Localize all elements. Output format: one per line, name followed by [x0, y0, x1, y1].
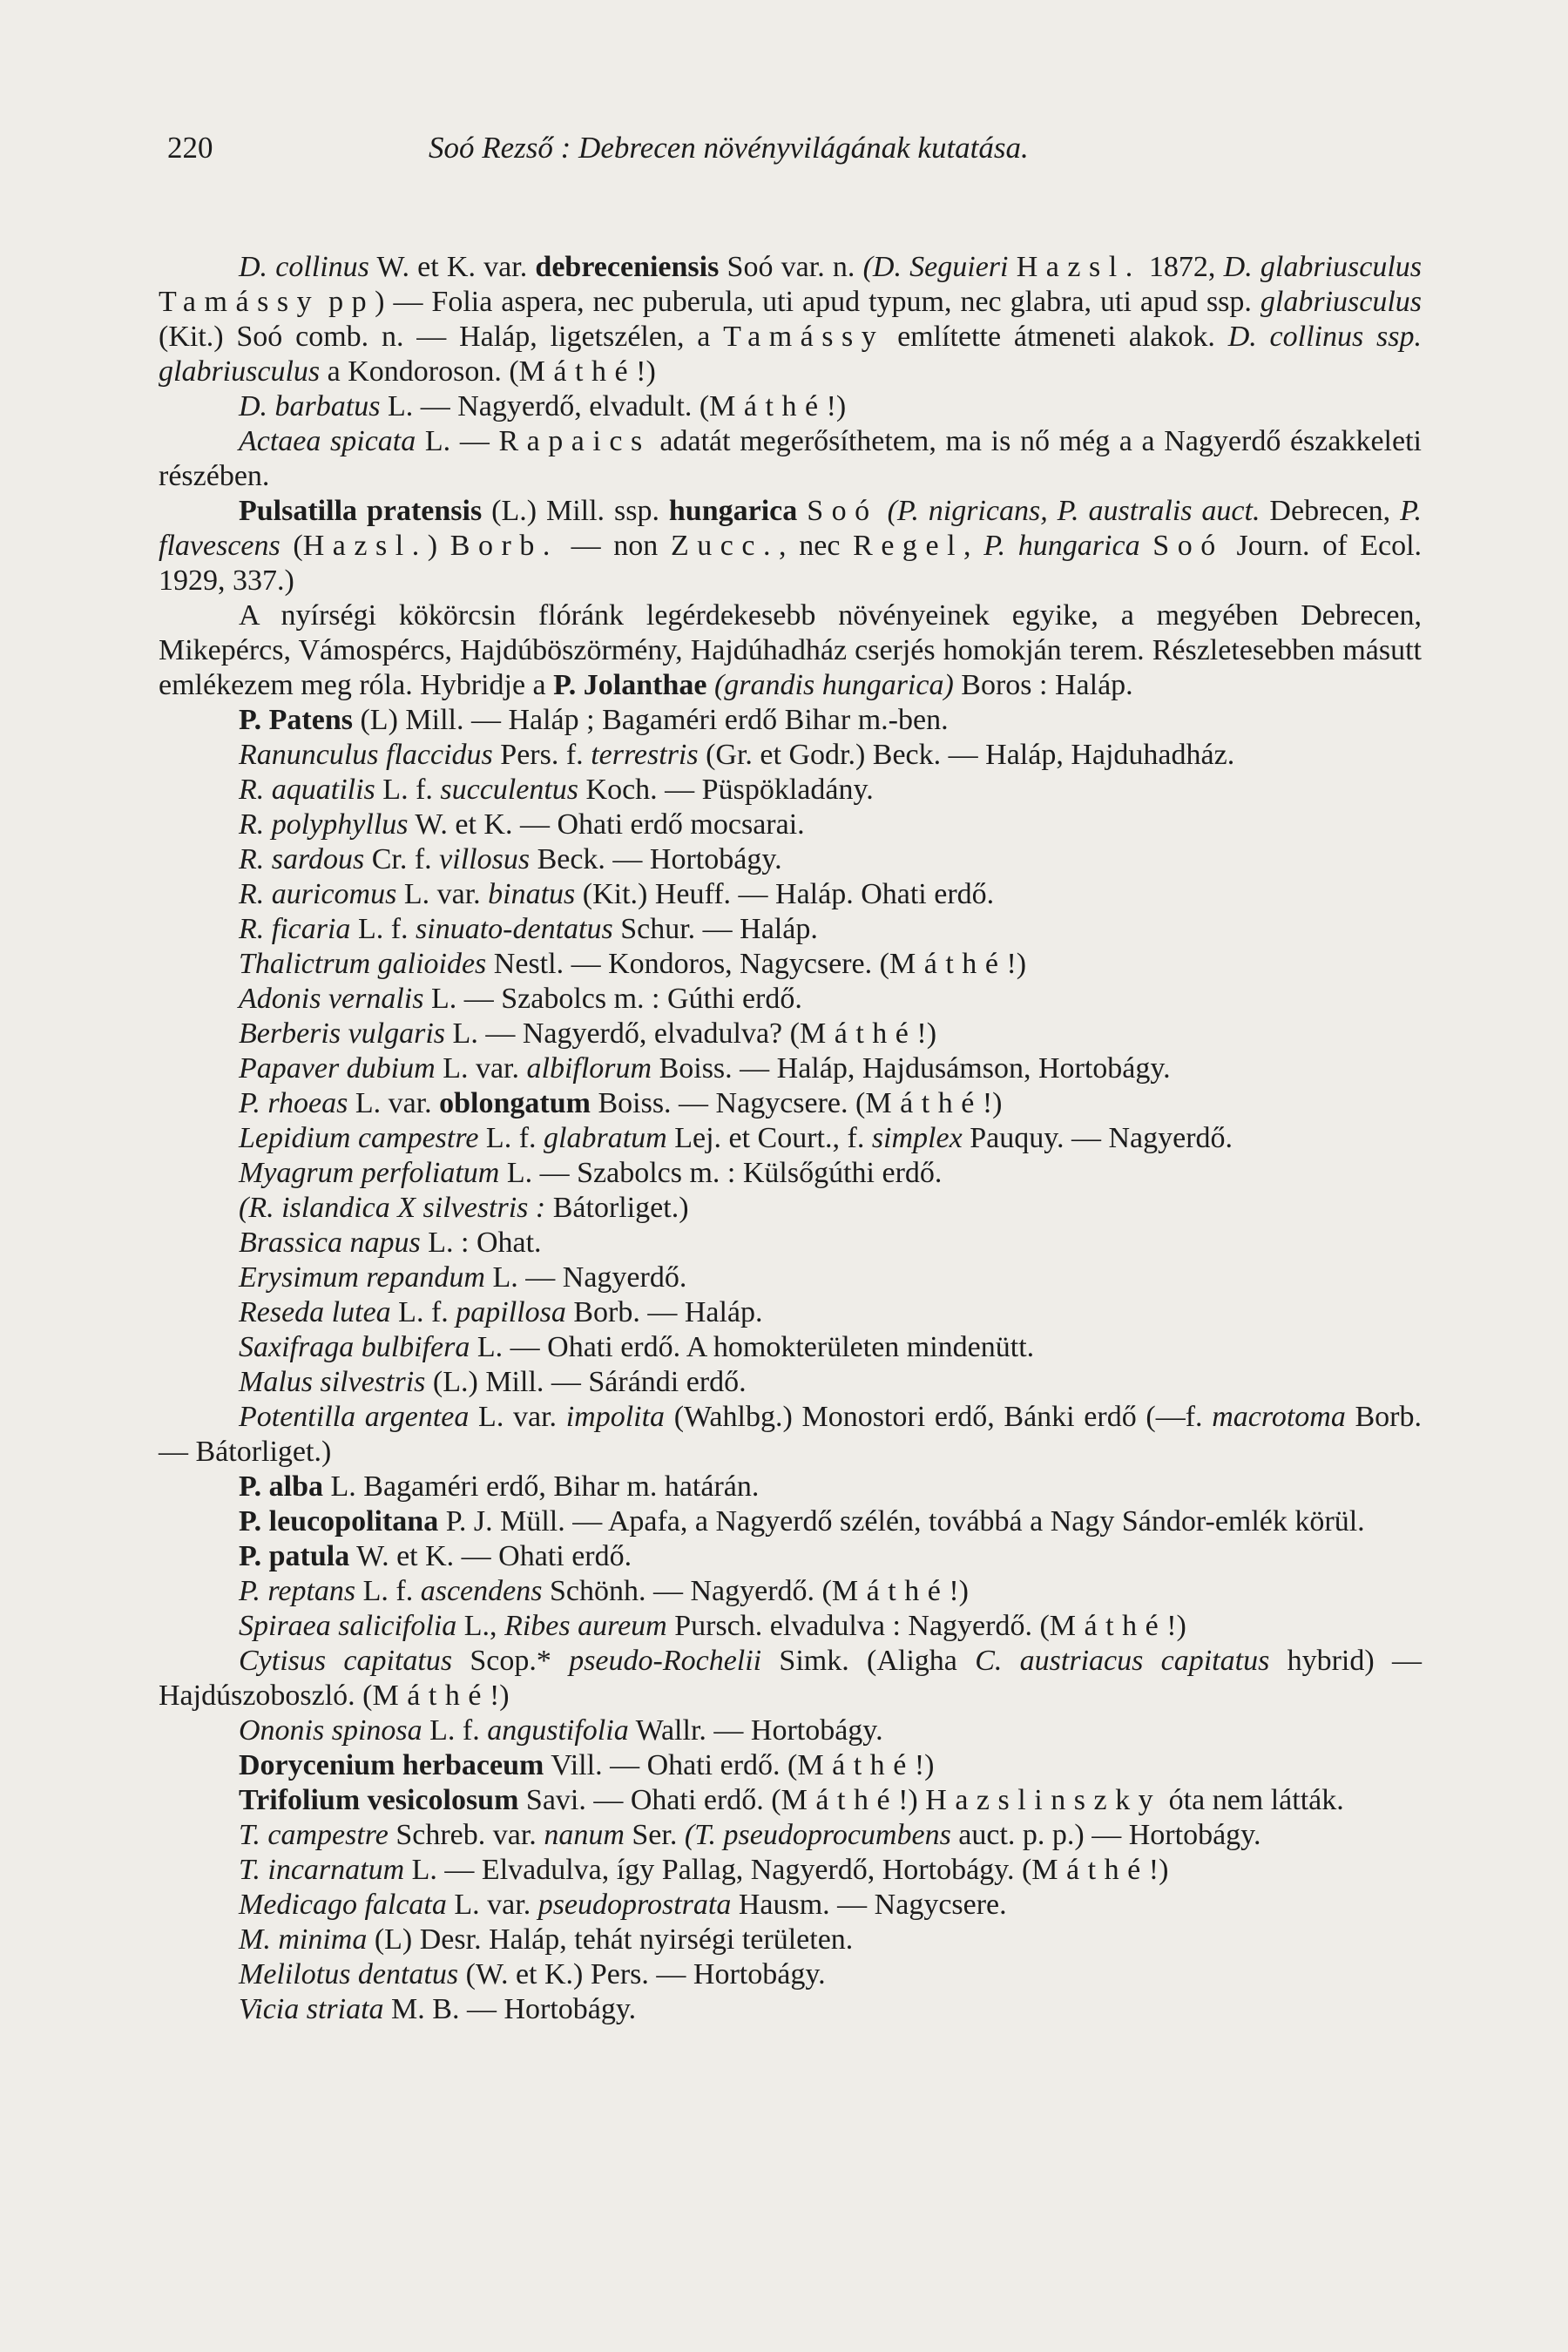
text-run: Simk. (Aligha [761, 1645, 976, 1677]
text-run: Soó var. n. [719, 251, 863, 283]
text-run: Beck. — Hortobágy. [530, 843, 782, 875]
text-run: Ser. [624, 1819, 685, 1851]
text-run: L. f. [422, 1714, 488, 1747]
text-run: L. var. [469, 1401, 566, 1433]
text-run: a Kondoroson. ( [320, 355, 519, 388]
text-run: Boiss. — Haláp, Hajdusámson, Hortobágy. [652, 1052, 1171, 1085]
author-spaced: Máthé [1049, 1610, 1167, 1642]
text-run: !) [1166, 1610, 1186, 1642]
taxon-bold: Pulsatilla pratensis [239, 495, 483, 527]
text-run: (L.) Mill. ssp. [482, 495, 669, 527]
text-run: L. — Nagyerdő, elvadult. ( [380, 390, 710, 422]
taxon-bold: oblongatum [439, 1087, 591, 1119]
entry [159, 1156, 1422, 1191]
taxon-italic: Ononis spinosa [239, 1714, 422, 1747]
text-run: Hausm. — Nagycsere. [731, 1889, 1007, 1921]
text-run: (L) Desr. Haláp, tehát nyirségi területen. [367, 1923, 854, 1956]
taxon-italic: angustifolia [487, 1714, 629, 1747]
text-run: L. f. [478, 1122, 544, 1154]
taxon-italic: Actaea spicata [239, 425, 416, 457]
taxon-italic: Papaver dubium [239, 1052, 436, 1085]
text-run: P. J. Müll. — Apafa, a Nagyerdő szélén, továbbá a Nagy Sándor-emlék körül. [438, 1505, 1365, 1538]
entry [159, 1400, 1422, 1470]
text-run: , [963, 530, 984, 562]
text-run: L. var. [348, 1087, 440, 1119]
taxon-bold: Dorycenium herbaceum [239, 1749, 544, 1781]
entry [159, 1365, 1422, 1400]
text-run: Borb. — Haláp. [565, 1296, 763, 1328]
taxon-italic: R. auricomus [239, 878, 397, 910]
author-spaced: Máthé [372, 1680, 490, 1712]
text-run: W. et K. — Ohati erdő. [349, 1540, 632, 1572]
entry [159, 982, 1422, 1017]
taxon-bold: P. Patens [239, 704, 353, 736]
text-run [797, 495, 807, 527]
entry [159, 1295, 1422, 1330]
taxon-bold: P. leucopolitana [239, 1505, 439, 1538]
taxon-italic: simplex [871, 1122, 963, 1154]
taxon-italic: Malus silvestris [239, 1366, 426, 1398]
taxon-italic: R. aquatilis [239, 774, 375, 806]
page-header [167, 131, 1413, 174]
taxon-italic: R. ficaria [239, 913, 351, 945]
entry [159, 1992, 1422, 2027]
text-run: Cr. f. [364, 843, 440, 875]
taxon-italic: Brassica napus [239, 1227, 421, 1259]
text-run: !) [914, 1749, 935, 1781]
entry [159, 598, 1422, 703]
text-run: Pursch. elvadulva : Nagyerdő. ( [666, 1610, 1050, 1642]
text-run: ) — Folia aspera, nec puberula, uti apud typum, nec glabra, uti apud ssp. [375, 286, 1260, 318]
text-run: A nyírségi kökörcsin flóránk legérdekesebb növényeinek egyike, a megyében Debrecen, Mikepércs, Vámospércs, Hajdúböszörmény, Hajdúhadház cserjés homokján terem. Részletesebben másutt emlékezem meg róla. Hybridje a [159, 599, 1422, 701]
text-run: L. — Szabolcs m. : Gúthi erdő. [423, 983, 802, 1015]
text-run: Boiss. — Nagycsere. ( [590, 1087, 866, 1119]
taxon-italic: D. collinus [239, 251, 369, 283]
taxon-italic: papillosa [456, 1296, 566, 1328]
taxon-bold: P. Jolanthae [553, 669, 707, 701]
taxon-italic: Thalictrum galioides [239, 948, 487, 980]
entry [159, 1260, 1422, 1295]
text-run: L. — Elvadulva, így Pallag, Nagyerdő, Hortobágy. ( [404, 1854, 1032, 1886]
text-run: L. — Nagyerdő. [485, 1261, 687, 1294]
entry [159, 1470, 1422, 1504]
text-run: Wallr. — Hortobágy. [628, 1714, 883, 1747]
taxon-italic: Melilotus dentatus [239, 1958, 459, 1990]
taxon-italic: (D. Seguieri [862, 251, 1009, 283]
text-run: Vill. — Ohati erdő. ( [544, 1749, 798, 1781]
entry [159, 947, 1422, 982]
entry [159, 1504, 1422, 1539]
text-run: L. — Nagyerdő, elvadulva? ( [445, 1017, 800, 1050]
text-run: Schreb. var. [388, 1819, 544, 1851]
entry [159, 1191, 1422, 1226]
text-run: !) [1148, 1854, 1169, 1886]
text-run: L. — Szabolcs m. : Külsőgúthi erdő. [499, 1157, 943, 1189]
text-run: M. B. — Hortobágy. [383, 1993, 637, 2025]
taxon-bold: P. alba [239, 1470, 324, 1503]
taxon-italic: D. collinus ssp. glabriusculus [159, 321, 1422, 388]
taxon-italic: T. incarnatum [239, 1854, 405, 1886]
taxon-italic: (P. nigricans, P. australis auct. [887, 495, 1260, 527]
text-run: !) [1006, 948, 1027, 980]
taxon-italic: Berberis vulgaris [239, 1017, 446, 1050]
entry [159, 1853, 1422, 1888]
page-number: 220 [167, 131, 213, 165]
entry [159, 389, 1422, 424]
text-run [1008, 251, 1016, 283]
entry [159, 1783, 1422, 1818]
text-run: Pers. f. [492, 739, 591, 771]
text-run: L. f. [390, 1296, 456, 1328]
author-spaced: Tamássy [159, 286, 321, 318]
taxon-italic: terrestris [591, 739, 699, 771]
text-run: ) [427, 530, 450, 562]
text-run: Boros : Haláp. [953, 669, 1133, 701]
entry [159, 1888, 1422, 1923]
taxon-italic: P. rhoeas [239, 1087, 348, 1119]
taxon-italic: nanum [544, 1819, 625, 1851]
taxon-italic: glabratum [544, 1122, 667, 1154]
entry [159, 424, 1422, 494]
text-run: Pauquy. — Nagyerdő. [962, 1122, 1233, 1154]
text-run: , nec [779, 530, 854, 562]
text-run: Scop.* [452, 1645, 570, 1677]
entry [159, 1609, 1422, 1644]
author-spaced: Máthé [797, 1749, 915, 1781]
text-run: L. var. [396, 878, 489, 910]
text-run [706, 669, 714, 701]
author-spaced: Hazslinszky [925, 1784, 1162, 1816]
taxon-italic: P. flavescens [159, 495, 1422, 562]
taxon-italic: Spiraea salicifolia [239, 1610, 457, 1642]
running-title: Soó Rezső : Debrecen növényvilágának kutatása. [429, 131, 1029, 165]
text-run: L. — [416, 425, 499, 457]
text-body [159, 250, 1422, 2027]
text-run: Debrecen, [1260, 495, 1401, 527]
entry [159, 494, 1422, 598]
taxon-italic: binatus [488, 878, 576, 910]
text-run: Koch. — Püspökladány. [578, 774, 874, 806]
taxon-italic: D. barbatus [239, 390, 381, 422]
text-run: (L) Mill. — Haláp ; Bagaméri erdő Bihar m.-ben. [352, 704, 949, 736]
entry [159, 842, 1422, 877]
text-run: L. f. [355, 1575, 421, 1607]
text-run: L. Bagaméri erdő, Bihar m. határán. [323, 1470, 760, 1503]
taxon-italic: Myagrum perfoliatum [239, 1157, 500, 1189]
entry [159, 1226, 1422, 1260]
text-run: (L.) Mill. — Sárándi erdő. [425, 1366, 747, 1398]
taxon-italic: Reseda lutea [239, 1296, 391, 1328]
entry [159, 773, 1422, 808]
entry [159, 703, 1422, 738]
text-run: 1872, [1140, 251, 1224, 283]
taxon-italic: sinuato-dentatus [416, 913, 613, 945]
author-spaced: Hazsl. [1016, 251, 1141, 283]
text-run: L. var. [446, 1889, 538, 1921]
taxon-italic: Ribes aureum [504, 1610, 667, 1642]
text-run: !) [489, 1680, 510, 1712]
text-run: auct. p. p.) — Hortobágy. [950, 1819, 1261, 1851]
text-run: (W. et K.) Pers. — Hortobágy. [458, 1958, 826, 1990]
author-spaced: Zucc. [670, 530, 780, 562]
text-run: W. et K. var. [368, 251, 536, 283]
text-run: L. : Ohat. [420, 1227, 542, 1259]
text-run: !) [982, 1087, 1003, 1119]
text-run: (Kit.) Soó comb. n. — Haláp, ligetszélen, a [159, 321, 724, 353]
entry [159, 1957, 1422, 1992]
taxon-italic: succulentus [440, 774, 579, 806]
author-spaced: Máthé [709, 390, 827, 422]
text-run [320, 286, 328, 318]
entry [159, 1923, 1422, 1957]
taxon-italic: ascendens [420, 1575, 543, 1607]
author-spaced: Regel [853, 530, 964, 562]
taxon-italic: D. glabriusculus [1223, 251, 1423, 283]
entry [159, 1121, 1422, 1156]
text-run: L. f. [350, 913, 416, 945]
taxon-italic: pseudoprostrata [537, 1889, 732, 1921]
taxon-italic: C. austriacus capitatus [975, 1645, 1270, 1677]
taxon-italic: P. reptans [239, 1575, 356, 1607]
text-run [1140, 530, 1153, 562]
taxon-italic: Lepidium campestre [239, 1122, 479, 1154]
text-run: (Wahlbg.) Monostori erdő, Bánki erdő (—f. [665, 1401, 1213, 1433]
taxon-italic: macrotoma [1212, 1401, 1346, 1433]
text-run: L., [456, 1610, 505, 1642]
entry [159, 808, 1422, 842]
text-run: W. et K. — Ohati erdő mocsarai. [408, 808, 805, 841]
entry [159, 1330, 1422, 1365]
author-spaced: Máthé [889, 948, 1007, 980]
text-run: Lej. et Court., f. [666, 1122, 872, 1154]
entry [159, 1713, 1422, 1748]
entry [159, 1017, 1422, 1051]
author-spaced: Máthé [799, 1017, 917, 1050]
text-run: Schönh. — Nagyerdő. ( [542, 1575, 832, 1607]
taxon-italic: impolita [565, 1401, 666, 1433]
taxon-italic: Medicago falcata [239, 1889, 447, 1921]
taxon-italic: villosus [439, 843, 531, 875]
taxon-bold: P. patula [239, 1540, 350, 1572]
taxon-italic: Vicia striata [239, 1993, 384, 2025]
taxon-italic: Ranunculus flaccidus [239, 739, 493, 771]
taxon-italic: M. minima [239, 1923, 368, 1956]
author-spaced: Hazsl. [302, 530, 428, 562]
text-run: L. — Ohati erdő. A homokterületen mindenütt. [470, 1331, 1035, 1363]
taxon-italic: P. hungarica [983, 530, 1140, 562]
author-spaced: Máthé [518, 355, 637, 388]
entry [159, 1748, 1422, 1783]
author-spaced: Soó [1152, 530, 1224, 562]
entry [159, 1644, 1422, 1713]
text-run: !) [916, 1017, 937, 1050]
author-spaced: Máthé [865, 1087, 983, 1119]
taxon-italic: R. polyphyllus [239, 808, 409, 841]
taxon-bold: Trifolium vesicolosum [239, 1784, 519, 1816]
text-run: !) [949, 1575, 969, 1607]
text-run: L. f. [375, 774, 441, 806]
author-spaced: Máthé [1031, 1854, 1149, 1886]
entry [159, 1818, 1422, 1853]
taxon-bold: debreceniensis [535, 251, 720, 283]
entry [159, 250, 1422, 389]
author-spaced: Soó [807, 495, 878, 527]
taxon-italic: albiflorum [526, 1052, 652, 1085]
text-run: Bátorliget.) [545, 1192, 689, 1224]
author-spaced: Borb. [449, 530, 558, 562]
text-run: ( [280, 530, 303, 562]
taxon-italic: Erysimum repandum [239, 1261, 485, 1294]
text-run: Savi. — Ohati erdő. ( [518, 1784, 781, 1816]
taxon-italic: Potentilla argentea [239, 1401, 470, 1433]
text-run: Journ. of Ecol. 1929, 337.) [159, 530, 1423, 597]
author-spaced: Tamássy [723, 321, 885, 353]
taxon-italic: Adonis vernalis [239, 983, 424, 1015]
entry [159, 1574, 1422, 1609]
taxon-italic: glabriusculus [1260, 286, 1423, 318]
entry [159, 738, 1422, 773]
taxon-bold: hungarica [668, 495, 798, 527]
taxon-italic: (T. pseudoprocumbens [684, 1819, 951, 1851]
entry [159, 1086, 1422, 1121]
taxon-italic: Saxifraga bulbifera [239, 1331, 470, 1363]
taxon-italic: T. campestre [239, 1819, 389, 1851]
text-run: !) [826, 390, 847, 422]
author-spaced: Rapaics [498, 425, 651, 457]
text-run: (Kit.) Heuff. — Haláp. Ohati erdő. [575, 878, 995, 910]
entry [159, 1051, 1422, 1086]
text-run: — non [558, 530, 671, 562]
text-run: említette átmeneti alakok. [884, 321, 1228, 353]
taxon-italic: pseudo-Rochelii [569, 1645, 762, 1677]
text-run: !) [898, 1784, 926, 1816]
text-run: Nestl. — Kondoros, Nagycsere. ( [486, 948, 889, 980]
text-run: hybrid) — Hajdúszoboszló. ( [159, 1645, 1422, 1712]
entry [159, 912, 1422, 947]
text-run: adatát megerősíthetem, ma is nő még a a Nagyerdő északkeleti részében. [159, 425, 1422, 492]
author-spaced: Máthé [781, 1784, 899, 1816]
entry [159, 877, 1422, 912]
text-run [878, 495, 888, 527]
text-run: óta nem látták. [1161, 1784, 1344, 1816]
text-run: Borb. — Bátorliget.) [159, 1401, 1423, 1468]
taxon-italic: (grandis hungarica) [713, 669, 954, 701]
author-spaced: pp [328, 286, 375, 318]
text-run: Schur. — Haláp. [612, 913, 818, 945]
text-run: (Gr. et Godr.) Beck. — Haláp, Hajduhadház. [698, 739, 1235, 771]
taxon-italic: (R. islandica X silvestris : [239, 1192, 546, 1224]
text-run: L. var. [435, 1052, 527, 1085]
text-run: !) [636, 355, 656, 388]
taxon-italic: R. sardous [239, 843, 365, 875]
entry [159, 1539, 1422, 1574]
taxon-italic: Cytisus capitatus [239, 1645, 453, 1677]
author-spaced: Máthé [831, 1575, 950, 1607]
